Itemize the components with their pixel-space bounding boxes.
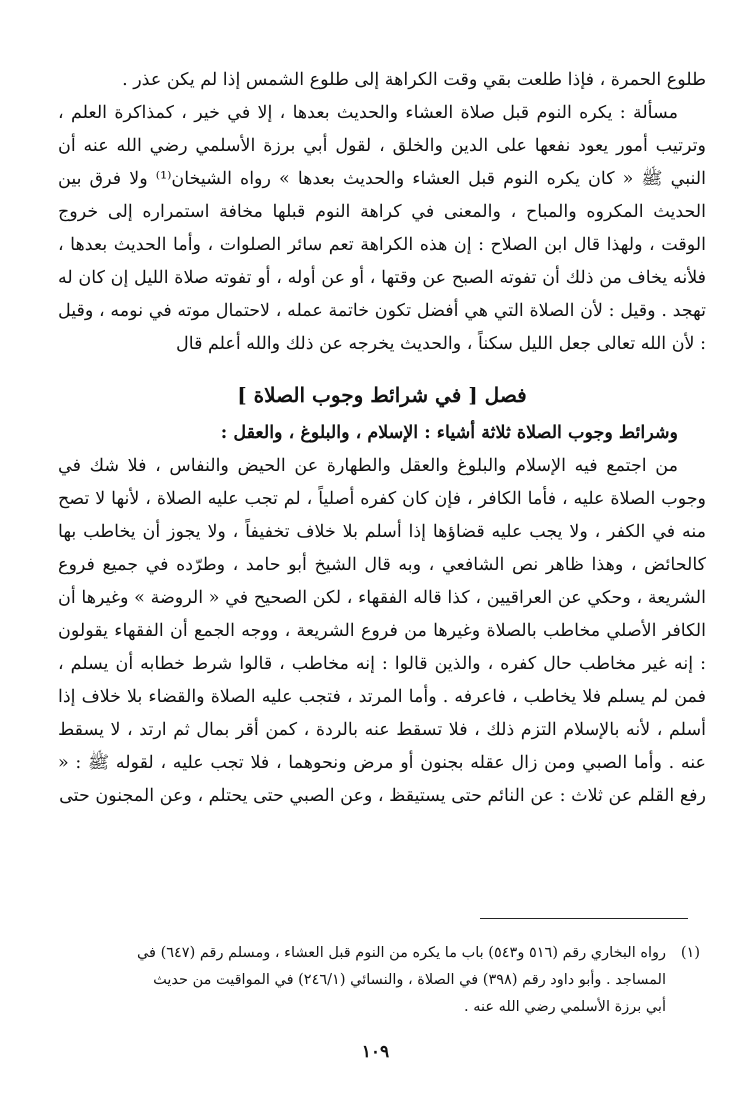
- paragraph-continuation: طلوع الحمرة ، فإذا طلعت بقي وقت الكراهة إلى طلوع الشمس إذا لم يكن عذر .: [122, 70, 706, 90]
- footnote-line-3: أبي برزة الأسلمي رضي الله عنه .: [464, 999, 666, 1015]
- footnote-number: (١): [680, 945, 700, 961]
- section-heading: فصل [ في شرائط وجوب الصلاة ]: [237, 383, 527, 407]
- paragraph-explanation: من اجتمع فيه الإسلام والبلوغ والعقل والطهارة عن الحيض والنفاس ، فلا شك في وجوب الصلاة عليه ، فأما الكافر ، فإن كان كفره أصلياً ، لم تجب عليه الصلاة ، لأنها لا تصح منه في الكفر ، ولا يجب عليه قضاؤها إذا أسلم بلا خلاف تخفيفاً ، ولا يجوز أن يخاطب بها كالحائض ، وهذا ظاهر نص الشافعي ، وبه قال الشيخ أبو حامد ، وطرّده في جميع فروع الشريعة ، وحكي عن العراقيين ، كذا قاله الفقهاء ، لكن الصحيح في « الروضة » وغيرها أن الكافر الأصلي مخاطب بالصلاة وغيرها من فروع الشريعة ، ووجه الجمع أن الفقهاء يقولون : إنه غير مخاطب حال كفره ، والذين قالوا : إنه مخاطب ، قالوا شرط خطابه أن يسلم ، فمن لم يسلم فلا يخاطب ، فاعرفه . وأما المرتد ، فتجب عليه الصلاة والقضاء بلا خلاف إذا أسلم ، لأنه بالإسلام التزم ذلك ، فلا تسقط عنه بالردة ، كمن أقر بمال ثم ارتد ، لا يسقط عنه . وأما الصبي ومن زال عقله بجنون أو مرض ونحوهما ، فلا تجب عليه ، لقوله ﷺ : « رفع القلم عن ثلاث : عن النائم حتى يستيقظ ، وعن الصبي حتى يحتلم ، وعن المجنون حتى: [58, 456, 706, 806]
- paragraph-issue: مسألة : يكره النوم قبل صلاة العشاء والحديث بعدها ، إلا في خير ، كمذاكرة العلم ، وترتيب أمور يعود نفعها على الدين والخلق ، لقول أبي برزة الأسلمي رضي الله عنه أن النبي ﷺ « كان يكره النوم قبل العشاء والحديث بعدها » رواه الشيخان⁽¹⁾ ولا فرق بين الحديث المكروه والمباح ، والمعنى في كراهة النوم قبلها مخافة استمراره إلى خروج الوقت ، ولهذا قال ابن الصلاح : إن هذه الكراهة تعم سائر الصلوات ، وأما الحديث بعدها ، فلأنه يخاف من ذلك أن تفوته الصبح عن وقتها ، أو عن أوله ، أو تفوته صلاة الليل إن كان له تهجد . وقيل : لأن الصلاة التي هي أفضل تكون خاتمة عمله ، لاحتمال موته في نومه ، وقيل : لأن الله تعالى جعل الليل سكناً ، والحديث يخرجه عن ذلك والله أعلم قال: [58, 103, 706, 354]
- page-number: ١٠٩: [361, 1042, 390, 1062]
- footnote-text-1: رواه البخاري رقم (٥١٦ و٥٤٣) باب ما يكره من النوم قبل العشاء ، ومسلم رقم (٦٤٧) في: [136, 945, 666, 961]
- footnote: [52, 940, 700, 1021]
- footnote-line-1: [52, 940, 700, 967]
- footnote-line-2: المساجد . وأبو داود رقم (٣٩٨) في الصلاة ، والنسائي (٢٤٦/١) في المواقيت من حديث: [153, 972, 666, 988]
- conditions-line: وشرائط وجوب الصلاة ثلاثة أشياء : الإسلام ، والبلوغ ، والعقل :: [220, 423, 678, 443]
- footnote-divider: [480, 918, 688, 919]
- main-text: [58, 64, 706, 813]
